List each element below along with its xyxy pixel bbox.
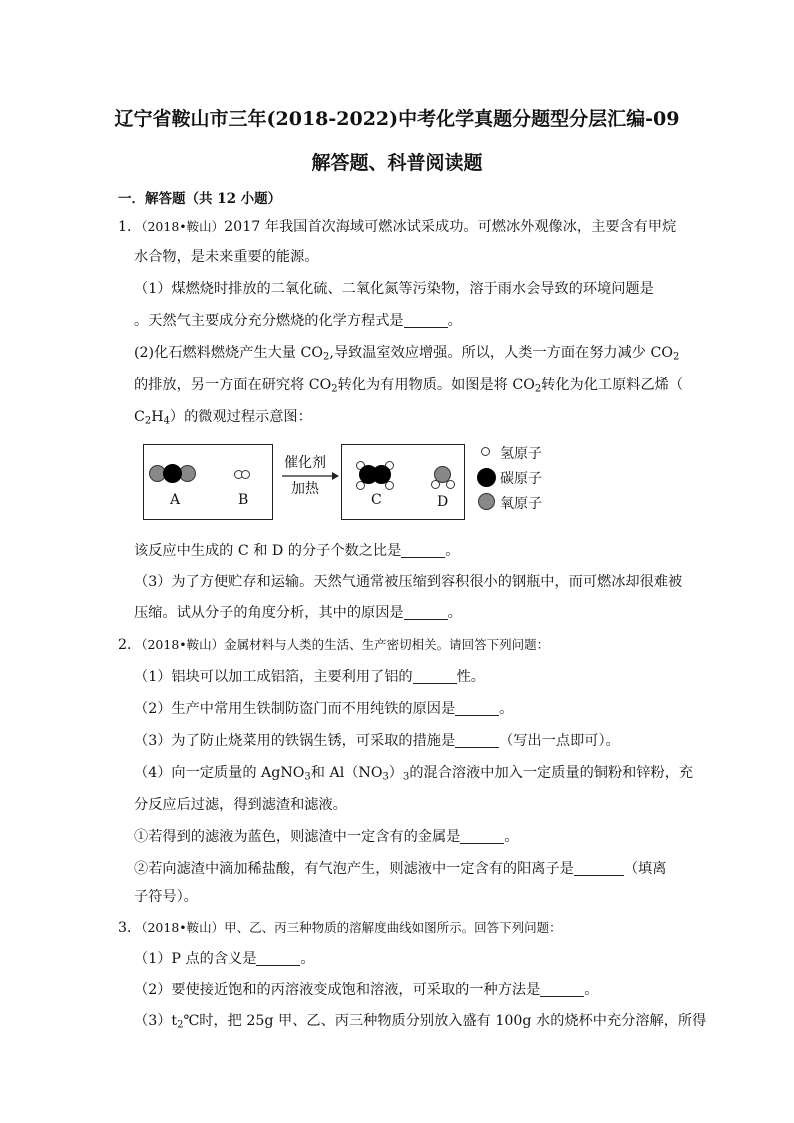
- text: （2）要使接近饱和的丙溶液变成饱和溶液，可采取的一种方法是: [134, 982, 541, 998]
- q2-part4-case1: [134, 826, 519, 846]
- carbon-legend-icon: [477, 468, 496, 487]
- legend-oxygen: 氧原子: [500, 496, 542, 512]
- text: H: [151, 409, 164, 425]
- q2-part4-line2: 分反应后过滤，得到滤渣和滤液。: [134, 797, 347, 813]
- q1-part2-line3: [134, 406, 312, 426]
- q2-part1: [134, 666, 485, 686]
- q1-intro-line1: [118, 216, 676, 236]
- subscript: 2: [534, 383, 542, 395]
- q1-part2-line1: [134, 342, 679, 362]
- section-heading: 一．解答题（共 12 小题）: [118, 191, 282, 207]
- label-d: D: [437, 494, 449, 510]
- q3-part2: [134, 979, 598, 999]
- text: ①若得到的滤液为蓝色，则滤渣中一定含有的金属是: [134, 829, 461, 845]
- document-title-line2: 解答题、科普阅读题: [311, 152, 483, 174]
- q1-part2-line2: [134, 374, 683, 394]
- answer-blank[interactable]: [540, 982, 584, 997]
- text: 的排放，另一方面在研究将 CO: [134, 377, 332, 393]
- text: ,导致温室效应增强。所以，人类一方面在努力减少 CO: [329, 345, 673, 361]
- period: 。: [499, 701, 514, 717]
- legend-carbon: 碳原子: [500, 471, 542, 487]
- q1-number: 1．: [118, 219, 142, 235]
- q1-part1-line1: （1）煤燃烧时排放的二氧化硫、二氧化氮等污染物，溶于雨水会导致的环境问题是: [134, 281, 654, 297]
- subscript: 3: [382, 771, 389, 783]
- period: 。: [447, 605, 462, 621]
- text: （1）铝块可以加工成铝箔，主要利用了铝的: [134, 669, 413, 685]
- text: 该反应中生成的 C 和 D 的分子个数之比是: [134, 543, 402, 559]
- q3-source: （2018•鞍山）: [141, 920, 225, 935]
- catalyst-label: 催化剂: [284, 455, 326, 471]
- carbon-atom: [372, 465, 391, 484]
- answer-blank[interactable]: [401, 543, 445, 558]
- subscript: 2: [672, 351, 680, 363]
- q1-part2-question: [134, 540, 459, 560]
- subscript: 2: [144, 415, 152, 427]
- q1-source: （2018•鞍山）: [141, 219, 225, 234]
- text: 转化为有用物质。如图是将 CO: [337, 377, 535, 393]
- q2-part3: [134, 730, 620, 750]
- label-b: B: [238, 492, 249, 508]
- text: （2）生产中常用生铁制防盗门而不用纯铁的原因是: [134, 701, 456, 717]
- period: 。: [504, 829, 519, 845]
- oxygen-legend-icon: [478, 493, 495, 510]
- subscript: 2: [322, 351, 330, 363]
- reactant-box: [143, 444, 273, 520]
- text: C: [134, 409, 145, 425]
- text: （写出一点即可）。: [499, 733, 620, 749]
- text: （填离: [623, 861, 667, 877]
- text: ℃时，把 25g 甲、乙、丙三种物质分别放入盛有 100g 水的烧杯中充分溶解，所得: [183, 1013, 707, 1029]
- period: 。: [445, 543, 460, 559]
- answer-blank[interactable]: [256, 951, 300, 966]
- subscript: 2: [331, 383, 338, 395]
- period: 。: [447, 313, 462, 329]
- hydrogen-legend-icon: [481, 447, 490, 456]
- q1-part3-line1: （3）为了方便贮存和运输。天然气通常被压缩到容积很小的钢瓶中，而可燃冰却很难被: [134, 574, 683, 590]
- subscript: 2: [177, 1019, 184, 1031]
- text: ②若向滤渣中滴加稀盐酸，有气泡产生，则滤液中一定含有的阳离子是: [134, 861, 574, 877]
- q1-part1-text: 。天然气主要成分充分燃烧的化学方程式是: [134, 313, 404, 329]
- text: 和 Al（NO: [310, 765, 383, 781]
- answer-blank[interactable]: [460, 829, 504, 844]
- q2-part2: [134, 698, 513, 718]
- label-c: C: [371, 492, 382, 508]
- text: 压缩。试从分子的角度分析，其中的原因是: [134, 605, 404, 621]
- q3-number: 3．: [118, 920, 142, 936]
- q2-number: 2．: [118, 637, 142, 653]
- q1-part1-line2: [134, 310, 462, 330]
- q3-intro-text: 甲、乙、丙三种物质的溶解度曲线如图所示。回答下列问题：: [224, 920, 562, 935]
- text: 的混合溶液中加入一定质量的铜粉和锌粉，充: [409, 765, 694, 781]
- answer-blank[interactable]: [413, 669, 457, 684]
- text: ）的微观过程示意图：: [169, 409, 312, 425]
- q2-source: （2018•鞍山）: [141, 637, 225, 652]
- label-a: A: [170, 492, 181, 508]
- text: (2)化石燃料燃烧产生大量 CO: [134, 345, 323, 361]
- answer-blank[interactable]: [455, 701, 499, 716]
- q1-part3-line2: [134, 602, 462, 622]
- answer-blank[interactable]: [404, 605, 448, 620]
- q2-intro: [118, 634, 549, 654]
- document-title-line1: 辽宁省鞍山市三年(2018-2022)中考化学真题分题型分层汇编-09: [114, 108, 680, 130]
- q3-part1: [134, 948, 315, 968]
- q1-intro-line2: 水合物，是未来重要的能源。: [134, 249, 319, 265]
- period: 。: [300, 951, 315, 967]
- answer-blank[interactable]: [455, 733, 499, 748]
- q2-intro-text: 金属材料与人类的生活、生产密切相关。请回答下列问题：: [224, 637, 550, 652]
- answer-blank[interactable]: [404, 313, 448, 328]
- q2-part4-line1: [134, 762, 693, 782]
- period: 。: [584, 982, 599, 998]
- answer-blank[interactable]: [574, 861, 624, 876]
- subscript: 3: [304, 771, 311, 783]
- q2-part4-case2-line1: [134, 858, 666, 878]
- subscript: 3: [403, 771, 410, 783]
- text: （4）向一定质量的 AgNO: [134, 765, 305, 781]
- carbon-atom: [163, 464, 182, 483]
- text: （3）t: [134, 1013, 178, 1029]
- text: （3）为了防止烧菜用的铁锅生锈，可采取的措施是: [134, 733, 456, 749]
- product-box: [341, 444, 465, 520]
- text: 转化为化工原料乙烯（: [541, 377, 684, 393]
- subscript: 4: [163, 415, 170, 427]
- q3-part3-line1: [134, 1010, 706, 1030]
- q3-intro: [118, 917, 562, 937]
- hydrogen-atom: [431, 480, 440, 489]
- text: （1）P 点的含义是: [134, 951, 257, 967]
- q1-intro-text: 2017 年我国首次海域可燃冰试采成功。可燃冰外观像冰，主要含有甲烷: [224, 219, 677, 235]
- legend-hydrogen: 氢原子: [500, 446, 542, 462]
- q2-part4-case2-line2: 子符号）。: [134, 889, 198, 905]
- hydrogen-atom: [446, 480, 455, 489]
- heat-label: 加热: [291, 481, 319, 497]
- text: 性。: [456, 669, 485, 685]
- hydrogen-atom: [241, 470, 250, 479]
- text: ）: [388, 765, 403, 781]
